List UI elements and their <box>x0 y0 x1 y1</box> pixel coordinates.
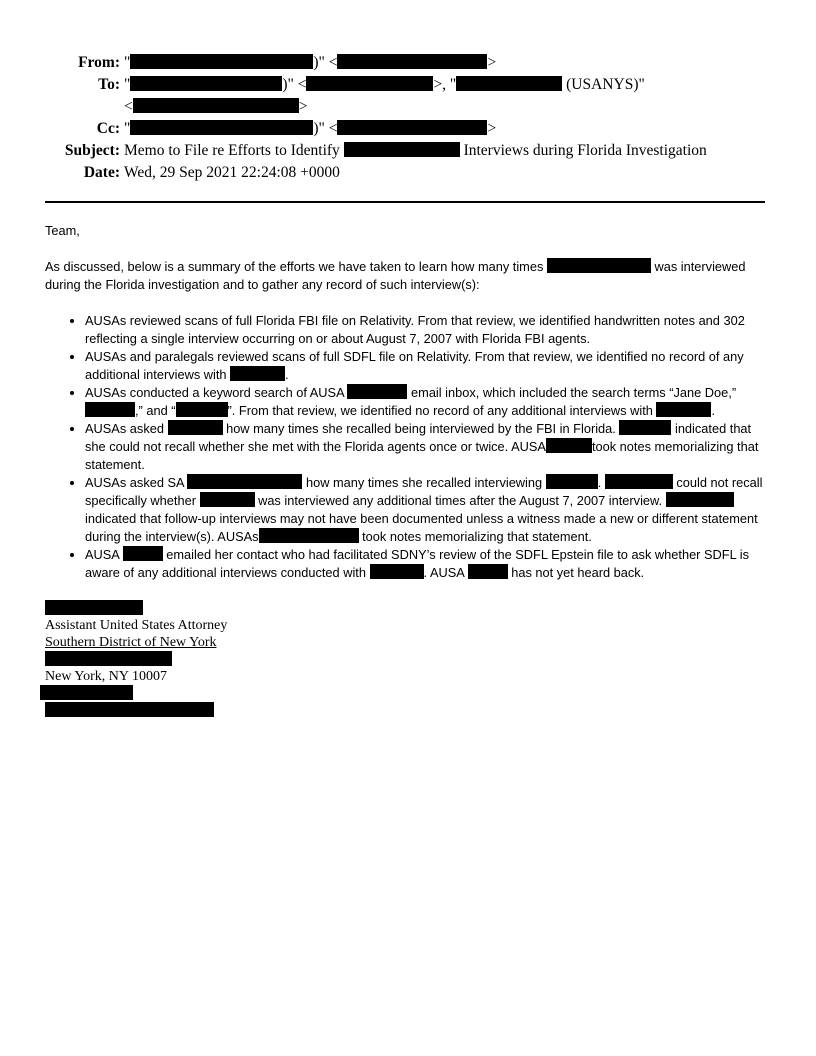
redaction <box>85 402 135 417</box>
signature-title: Assistant United States Attorney <box>45 618 228 633</box>
date-value: Wed, 29 Sep 2021 22:24:08 +0000 <box>124 164 340 181</box>
redaction <box>546 474 598 489</box>
list-item: • AUSAs and paralegals reviewed scans of full SDFL file on Relativity. From that review, we identified no record of any additional interviews with . <box>85 348 775 384</box>
redaction <box>130 120 313 135</box>
redaction <box>306 76 433 91</box>
redaction <box>337 54 487 69</box>
redaction <box>666 492 734 507</box>
list-item: • AUSAs reviewed scans of full Florida FBI file on Relativity. From that review, we identified handwritten notes and 302 reflecting a single interview occurring on or about August 7, 2007 with Florida FBI agents. <box>85 312 775 348</box>
email-header <box>40 52 707 184</box>
redaction <box>456 76 562 91</box>
redaction <box>133 98 299 113</box>
redaction <box>337 120 487 135</box>
list-item: • AUSAs conducted a keyword search of AUSA email inbox, which included the search terms “Jane Doe,” ,” and “ ”. From that review, we identified no record of any additional interviews with . <box>85 384 775 420</box>
greeting: Team, <box>45 223 80 238</box>
redaction <box>130 76 282 91</box>
redaction <box>344 142 460 157</box>
efforts-list <box>45 312 775 582</box>
from-row <box>40 52 707 73</box>
redaction <box>40 685 133 700</box>
list-item: • AUSA emailed her contact who had facilitated SDNY’s review of the SDFL Epstein file to ask whether SDFL is aware of any additional interviews conducted with . AUSA has not yet heard back. <box>85 546 775 582</box>
intro-paragraph: As discussed, below is a summary of the efforts we have taken to learn how many times was interviewed during the Florida investigation and to gather any record of such interview(s): <box>45 259 746 292</box>
from-value: " )" < > <box>124 54 497 71</box>
redaction <box>605 474 673 489</box>
redaction <box>200 492 255 507</box>
signature-city: New York, NY 10007 <box>45 669 167 684</box>
redaction <box>230 366 285 381</box>
redaction <box>259 528 359 543</box>
header-divider <box>45 201 765 203</box>
redaction <box>130 54 313 69</box>
redaction <box>45 702 214 717</box>
redaction <box>547 258 651 273</box>
to-row-continued: < > <box>124 98 308 115</box>
date-row <box>40 162 707 183</box>
to-label: To: <box>98 76 120 93</box>
redaction <box>176 402 228 417</box>
redaction <box>468 564 508 579</box>
email-body <box>45 222 775 582</box>
redaction <box>187 474 302 489</box>
subject-value: Memo to File re Efforts to Identify Interviews during Florida Investigation <box>124 142 707 159</box>
list-item: • AUSAs asked SA how many times she recalled interviewing . could not recall specifically whether was interviewed any additional times after the August 7, 2007 interview. indicated that follow-up interviews may not have been documented unless a witness made a new or different statement during the interview(s). AUSAs took notes memorializing that statement. <box>85 474 775 546</box>
to-value: " )" < >, " (USANYS)" <box>124 76 645 93</box>
to-row <box>40 74 707 95</box>
list-item: • AUSAs asked how many times she recalled being interviewed by the FBI in Florida. indicated that she could not recall whether she met with the Florida agents once or twice. AUSA took notes memorializing that statement. <box>85 420 775 474</box>
redaction <box>123 546 163 561</box>
redaction <box>347 384 407 399</box>
cc-label: Cc: <box>96 120 120 137</box>
signature-block <box>45 600 227 719</box>
cc-value: " )" < > <box>124 120 497 137</box>
redaction <box>45 600 143 615</box>
redaction <box>546 438 592 453</box>
redaction <box>619 420 671 435</box>
subject-label: Subject: <box>64 142 120 159</box>
redaction <box>370 564 424 579</box>
redaction <box>45 651 172 666</box>
cc-row <box>40 118 707 139</box>
redaction <box>656 402 711 417</box>
signature-office: Southern District of New York <box>45 635 217 650</box>
from-label: From: <box>78 54 120 71</box>
subject-row <box>40 140 707 161</box>
redaction <box>168 420 223 435</box>
date-label: Date: <box>83 164 120 181</box>
